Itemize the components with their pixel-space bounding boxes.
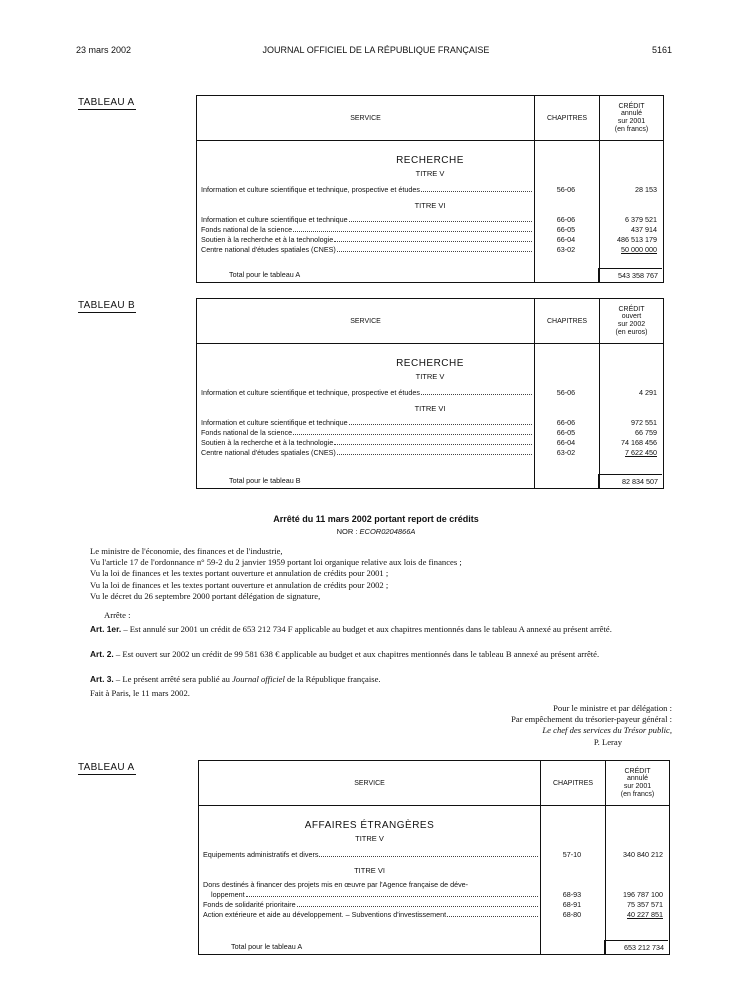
table1	[196, 95, 664, 283]
table-row: Information et culture scientifique et technique 66-06 6 379 521	[201, 215, 657, 224]
table-row: Centre national d'études spatiales (CNES) 63-02 7 622 450	[201, 448, 657, 457]
arrete-nor: NOR : ECOR0204866A	[336, 527, 416, 536]
signatory-name: P. Leray	[593, 736, 622, 747]
table1-col-chapitres: CHAPITRES	[534, 96, 599, 140]
header-journal-title: JOURNAL OFFICIEL DE LA RÉPUBLIQUE FRANÇAISE	[262, 45, 490, 55]
table3-col-chapitres: CHAPITRES	[540, 761, 605, 805]
intro-line: Le ministre de l'économie, des finances et de l'industrie,	[90, 546, 283, 556]
table-row: Action extérieure et aide au développement. – Subventions d'investissement 68-80 40 227 851	[203, 910, 663, 919]
table2-section-title: RECHERCHE	[396, 358, 464, 369]
header-page-number: 5161	[651, 45, 672, 55]
table2-titre-v: TITRE V	[415, 372, 445, 381]
article-1: Art. 1er. – Est annulé sur 2001 un crédit de 653 212 734 F applicable au budget et aux chapitres mentionnés dans le tableau A annexé au présent arrêté.	[90, 624, 612, 634]
arrete-word: Arrête :	[104, 610, 131, 620]
table3	[198, 760, 670, 955]
intro-line: Vu l'article 17 de l'ordonnance n° 59-2 du 2 janvier 1959 portant loi organique relative aux lois de finances ;	[90, 557, 462, 568]
table3-total-value: 653 212 734	[604, 940, 668, 954]
table2-header	[197, 299, 663, 344]
intro-line: Vu la loi de finances et les textes portant ouverture et annulation de crédits pour 2002 ;	[90, 579, 389, 590]
table-row: Soutien à la recherche et à la technologie 66-04 486 513 179	[201, 235, 657, 244]
arrete-title: Arrêté du 11 mars 2002 portant report de crédits	[273, 514, 479, 524]
table3-body	[199, 806, 669, 954]
table1-label: TABLEAU A	[78, 97, 135, 108]
table1-total-value: 543 358 767	[598, 268, 662, 282]
intro-line: Vu la loi de finances et les textes portant ouverture et annulation de crédits pour 2001 ;	[90, 568, 389, 579]
table2-col-service: SERVICE	[350, 317, 381, 325]
table3-label: TABLEAU A	[78, 762, 135, 773]
table2-body	[197, 344, 663, 488]
table3-total-row: Total pour le tableau A 653 212 734	[199, 940, 669, 954]
table3-header	[199, 761, 669, 806]
table2-total-value: 82 834 507	[598, 474, 662, 488]
table2-titre-vi: TITRE VI	[414, 404, 446, 413]
table2-label: TABLEAU B	[78, 300, 135, 311]
table1-total-row: Total pour le tableau A 543 358 767	[197, 268, 663, 282]
table-row: Dons destinés à financer des projets mis en œuvre par l'Agence française de déve- loppement 68-93 196 787 100	[203, 880, 663, 899]
table2-total-row: Total pour le tableau B 82 834 507	[197, 474, 663, 488]
intro-line: Vu le décret du 26 septembre 2000 portant délégation de signature,	[90, 590, 321, 601]
table1-col-service: SERVICE	[350, 114, 381, 122]
table-row: Equipements administratifs et divers 57-10 340 840 212	[203, 850, 663, 859]
fait-a-paris: Fait à Paris, le 11 mars 2002.	[90, 688, 190, 698]
table-row: Fonds national de la science 66-05 66 759	[201, 428, 657, 437]
header-date: 23 mars 2002	[76, 45, 132, 55]
table1-titre-vi: TITRE VI	[414, 201, 446, 210]
table-row: Fonds de solidarité prioritaire 68-91 75 357 571	[203, 900, 663, 909]
arrete-intro	[90, 546, 672, 602]
table3-col-service: SERVICE	[354, 779, 385, 787]
table3-col-credit: CRÉDIT annulé sur 2001 (en francs)	[605, 761, 669, 805]
table2-col-chapitres: CHAPITRES	[534, 299, 599, 343]
table3-section-title: AFFAIRES ÉTRANGÈRES	[304, 820, 435, 831]
table2-col-credit: CRÉDIT ouvert sur 2002 (en euros)	[599, 299, 663, 343]
article-2: Art. 2. – Est ouvert sur 2002 un crédit de 99 581 638 € applicable au budget et aux chapitres mentionnés dans le tableau B annexé au présent arrêté.	[90, 649, 600, 659]
table1-body	[197, 141, 663, 282]
table-row: Information et culture scientifique et technique, prospective et études 56-06 4 291	[201, 388, 657, 397]
table3-titre-v: TITRE V	[355, 834, 384, 843]
table1-col-credit: CRÉDIT annulé sur 2001 (en francs)	[599, 96, 663, 140]
table1-header	[197, 96, 663, 141]
table-row: Soutien à la recherche et à la technologie 66-04 74 168 456	[201, 438, 657, 447]
table-row: Information et culture scientifique et technique, prospective et études 56-06 28 153	[201, 185, 657, 194]
table-row: Centre national d'études spatiales (CNES) 63-02 50 000 000	[201, 245, 657, 254]
signature-block: Pour le ministre et par délégation : Par empêchement du trésorier-payeur général : Le chef des services du Trésor public, P. Leray	[511, 703, 672, 747]
table-row: Fonds national de la science 66-05 437 914	[201, 225, 657, 234]
table1-titre-v: TITRE V	[415, 169, 445, 178]
article-3: Art. 3. – Le présent arrêté sera publié au Journal officiel de la République française.	[90, 674, 381, 684]
table3-titre-vi: TITRE VI	[354, 866, 385, 875]
table1-section-title: RECHERCHE	[396, 155, 464, 166]
table2	[196, 298, 664, 489]
table-row: Information et culture scientifique et technique 66-06 972 551	[201, 418, 657, 427]
